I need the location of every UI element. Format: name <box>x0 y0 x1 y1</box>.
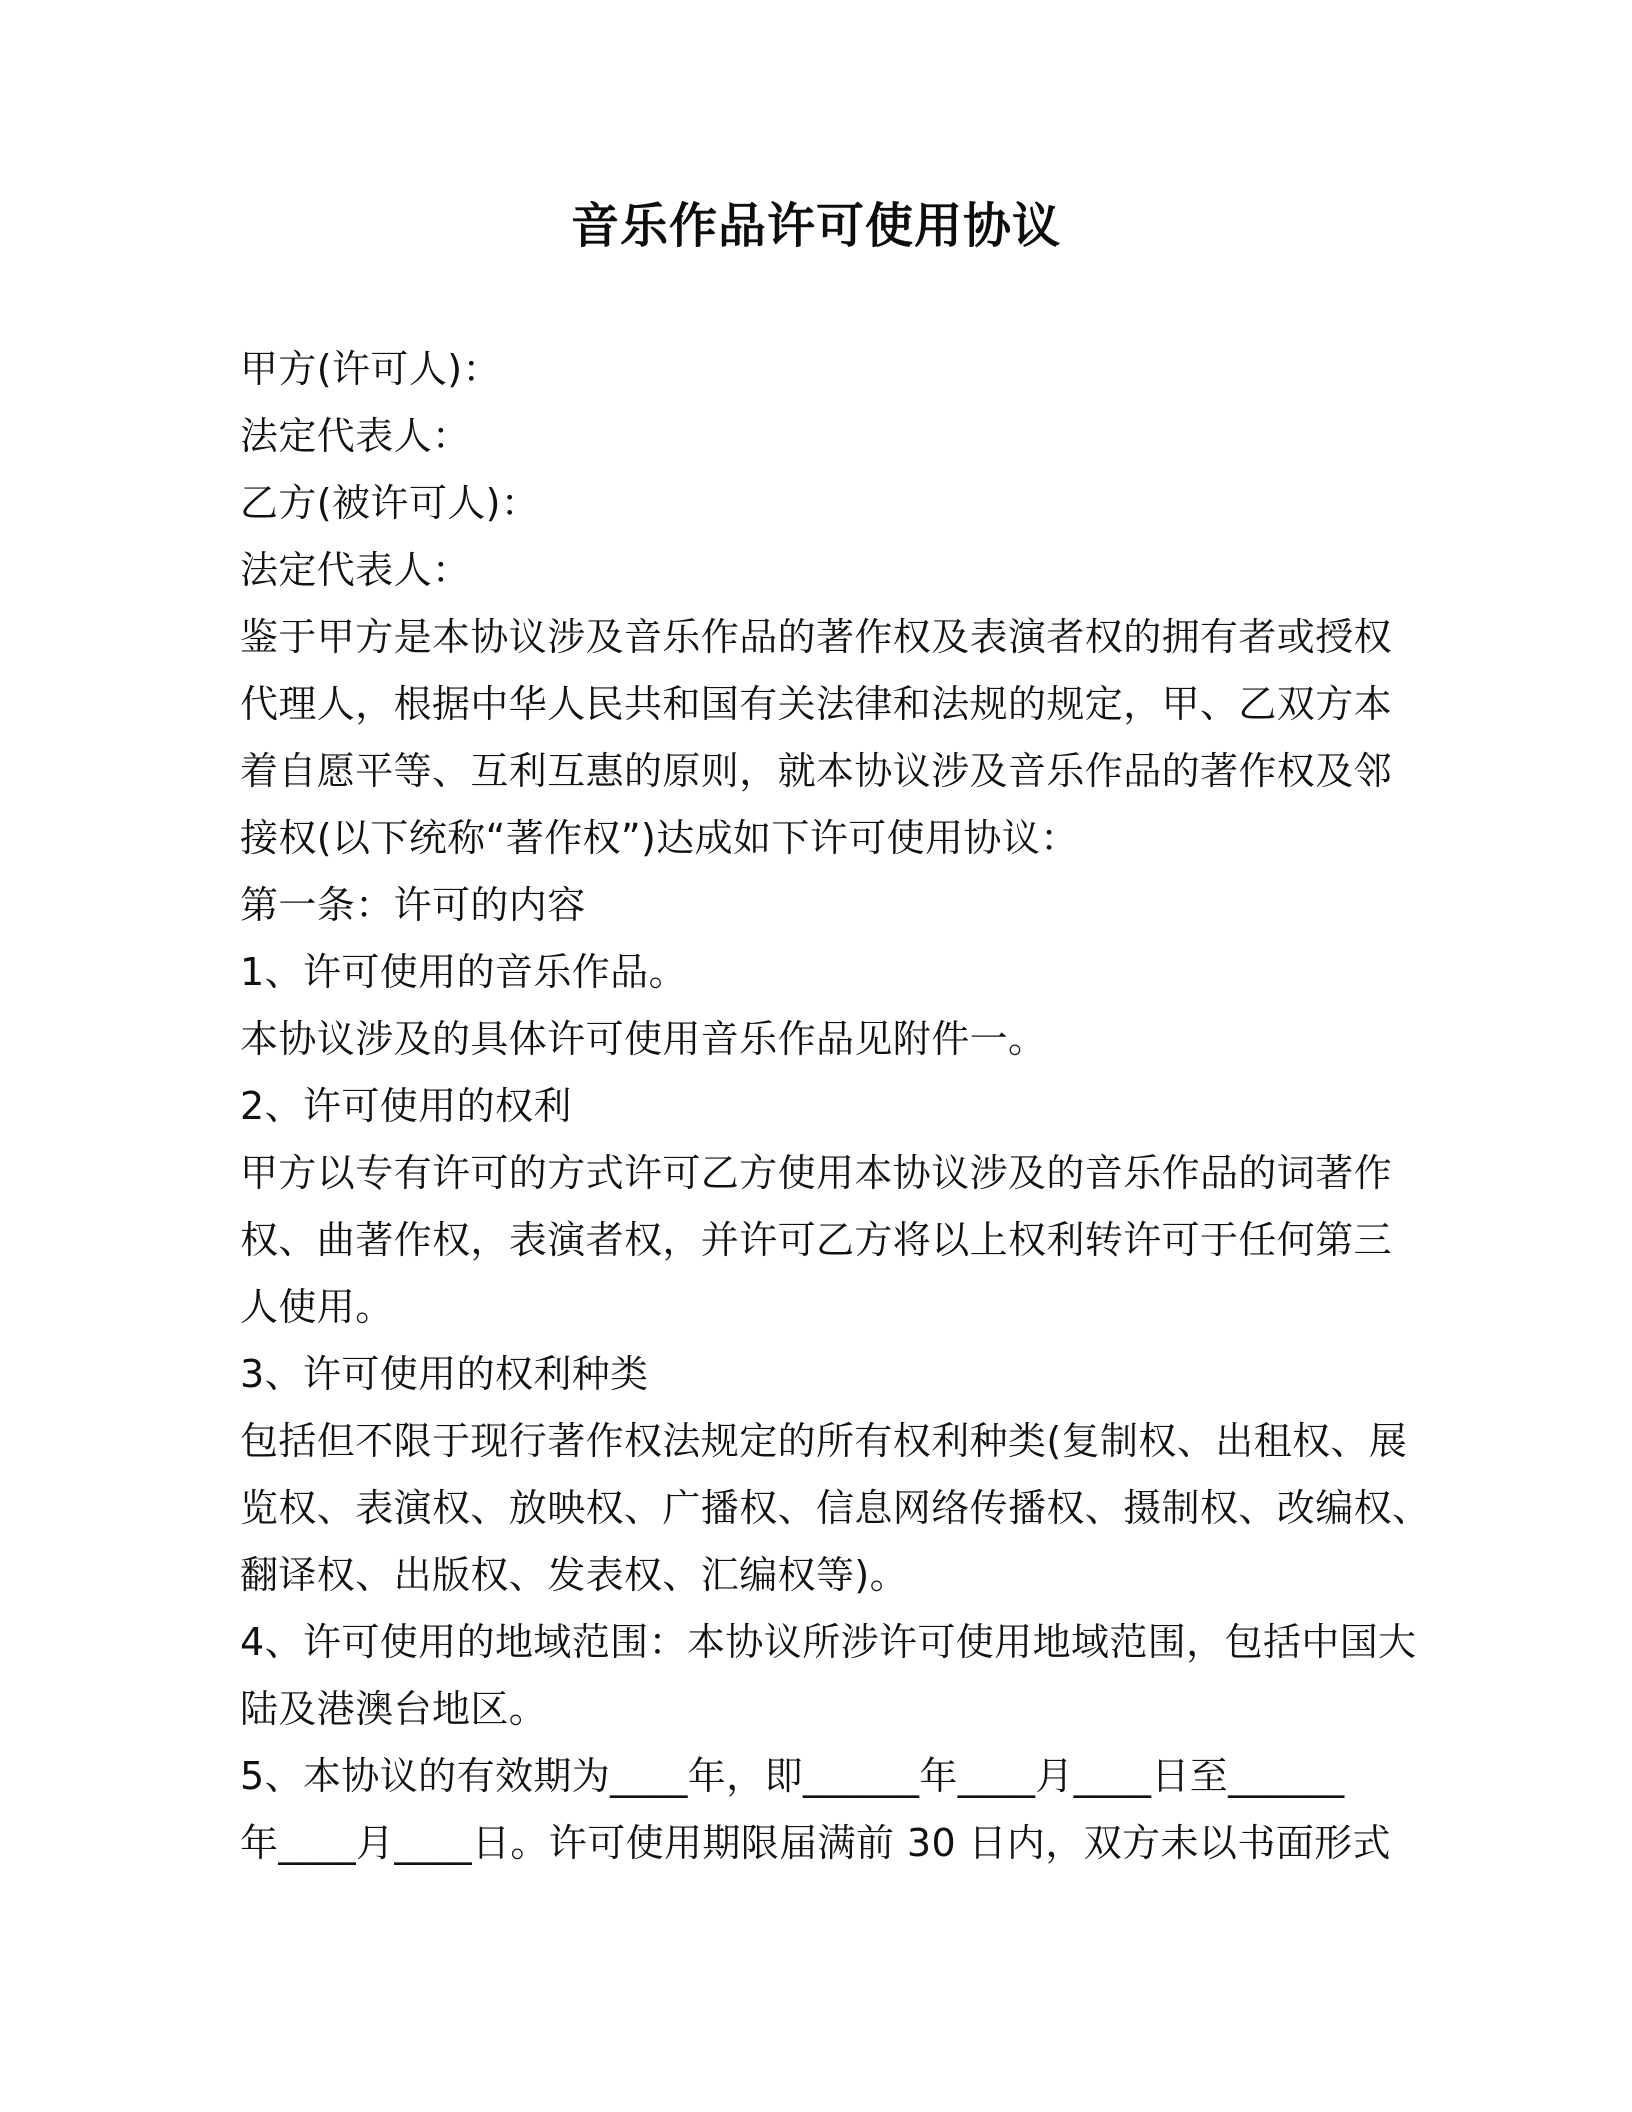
clause-2-text-line-3: 人使用。 <box>240 1285 394 1329</box>
clause-2-text-line-2: 权、曲著作权，表演者权，并许可乙方将以上权利转许可于任何第三 <box>240 1218 1393 1262</box>
preamble-line-3: 着自愿平等、互利互惠的原则，就本协议涉及音乐作品的著作权及邻 <box>240 749 1393 793</box>
clause-4-line-2: 陆及港澳台地区。 <box>240 1687 548 1731</box>
article-1-heading: 第一条：许可的内容 <box>240 883 586 927</box>
document-title: 音乐作品许可使用协议 <box>570 198 1061 254</box>
party-a-representative-line: 法定代表人： <box>240 414 471 458</box>
party-b-line: 乙方(被许可人)： <box>240 481 540 525</box>
preamble-line-4: 接权(以下统称“著作权”)达成如下许可使用协议： <box>240 816 1079 860</box>
clause-3-text-line-3: 翻译权、出版权、发表权、汇编权等)。 <box>240 1553 909 1597</box>
clause-3-heading: 3、许可使用的权利种类 <box>240 1352 649 1396</box>
clause-1-text: 本协议涉及的具体许可使用音乐作品见附件一。 <box>240 1017 1047 1061</box>
clause-2-heading: 2、许可使用的权利 <box>240 1084 572 1128</box>
party-b-representative-line: 法定代表人： <box>240 548 471 592</box>
clause-5-line-2: 年____月____日。许可使用期限届满前 30 日内，双方未以书面形式 <box>240 1821 1391 1865</box>
party-a-line: 甲方(许可人)： <box>240 347 501 391</box>
preamble-line-1: 鉴于甲方是本协议涉及音乐作品的著作权及表演者权的拥有者或授权 <box>240 615 1393 659</box>
clause-2-text-line-1: 甲方以专有许可的方式许可乙方使用本协议涉及的音乐作品的词著作 <box>240 1151 1393 1195</box>
clause-3-text-line-2: 览权、表演权、放映权、广播权、信息网络传播权、摄制权、改编权、 <box>240 1486 1431 1530</box>
document-body <box>240 336 1431 1877</box>
clause-1-heading: 1、许可使用的音乐作品。 <box>240 950 687 994</box>
clause-5-line-1: 5、本协议的有效期为____年，即______年____月____日至______ <box>240 1754 1345 1798</box>
clause-4-line-1: 4、许可使用的地域范围：本协议所涉许可使用地域范围，包括中国大 <box>240 1620 1417 1664</box>
preamble-line-2: 代理人，根据中华人民共和国有关法律和法规的规定，甲、乙双方本 <box>240 682 1393 726</box>
clause-3-text-line-1: 包括但不限于现行著作权法规定的所有权利种类(复制权、出租权、展 <box>240 1419 1408 1463</box>
